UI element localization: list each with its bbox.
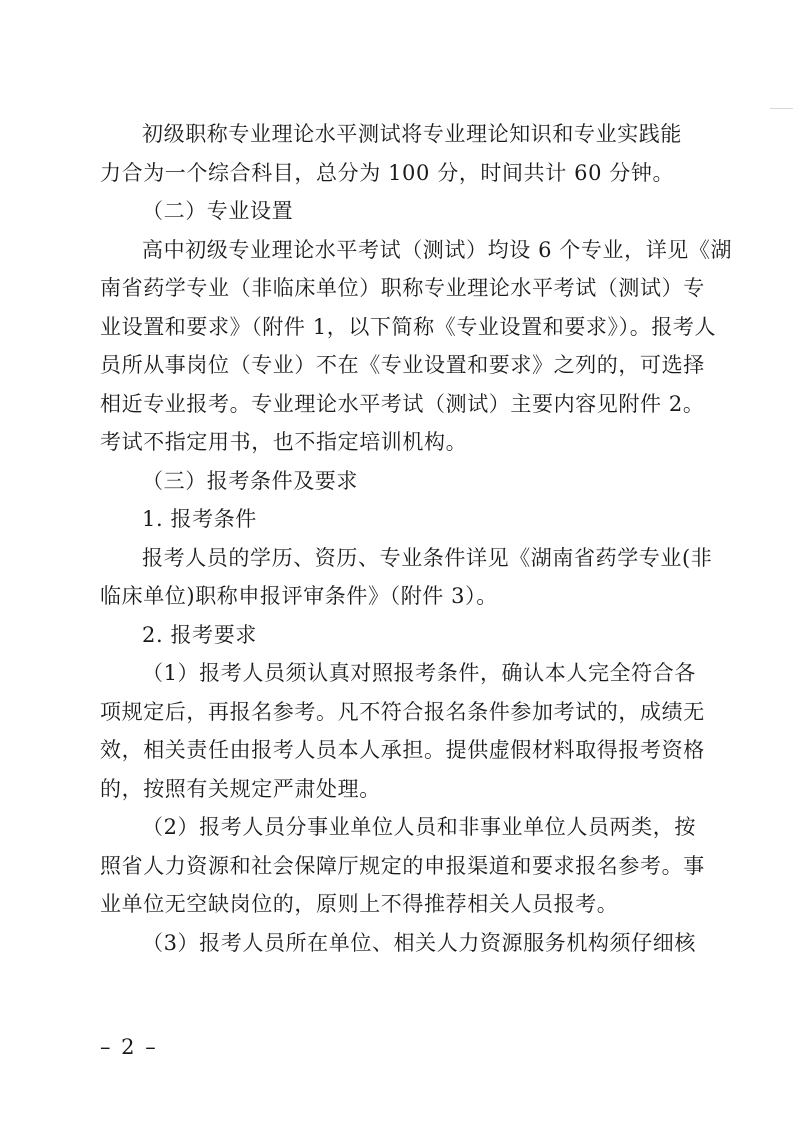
text-line: （三）报考条件及要求 (142, 468, 358, 493)
scan-edge-line (770, 108, 793, 109)
text-line: 2. 报考要求 (142, 622, 257, 647)
text-line: （1）报考人员须认真对照报考条件，确认本人完全符合各 (142, 661, 696, 685)
text-line: （3）报考人员所在单位、相关人力资源服务机构须仔细核 (142, 930, 696, 955)
text-line: 相近专业报考。专业理论水平考试（测试）主要内容见附件 2。 (100, 391, 705, 416)
text-line: 临床单位)职称申报评审条件》（附件 3）。 (100, 584, 498, 608)
text-line: 南省药学专业（非临床单位）职称专业理论水平考试（测试）专 (100, 276, 705, 300)
text-line: 员所从事岗位（专业）不在《专业设置和要求》之列的，可选择 (100, 353, 705, 377)
text-line: 力合为一个综合科目，总分为 100 分，时间共计 60 分钟。 (100, 160, 675, 185)
document-body (100, 115, 733, 962)
text-line: 业单位无空缺岗位的，原则上不得推荐相关人员报考。 (100, 892, 619, 916)
text-line: 高中初级专业理论水平考试（测试）均设 6 个专业，详见《湖 (142, 237, 733, 262)
text-line: （2）报考人员分事业单位人员和非事业单位人员两类，按 (142, 815, 696, 839)
text-line: 初级职称专业理论水平测试将专业理论知识和专业实践能 (142, 122, 682, 146)
text-line: 项规定后，再报名参考。凡不符合报名条件参加考试的，成绩无 (100, 699, 705, 724)
text-line: 业设置和要求》（附件 1，以下简称《专业设置和要求》）。报考人 (100, 314, 717, 339)
page-number: – 2 – (100, 1035, 158, 1059)
text-line: （二）专业设置 (142, 199, 294, 223)
text-line: 的，按照有关规定严肃处理。 (100, 776, 381, 801)
text-line: 照省人力资源和社会保障厅规定的申报渠道和要求报名参考。事 (100, 853, 705, 878)
text-line: 考试不指定用书，也不指定培训机构。 (100, 430, 468, 454)
text-line: 效，相关责任由报考人员本人承担。提供虚假材料取得报考资格 (100, 738, 705, 762)
text-line: 1. 报考条件 (142, 507, 257, 531)
text-line: 报考人员的学历、资历、专业条件详见《湖南省药学专业(非 (142, 545, 713, 570)
